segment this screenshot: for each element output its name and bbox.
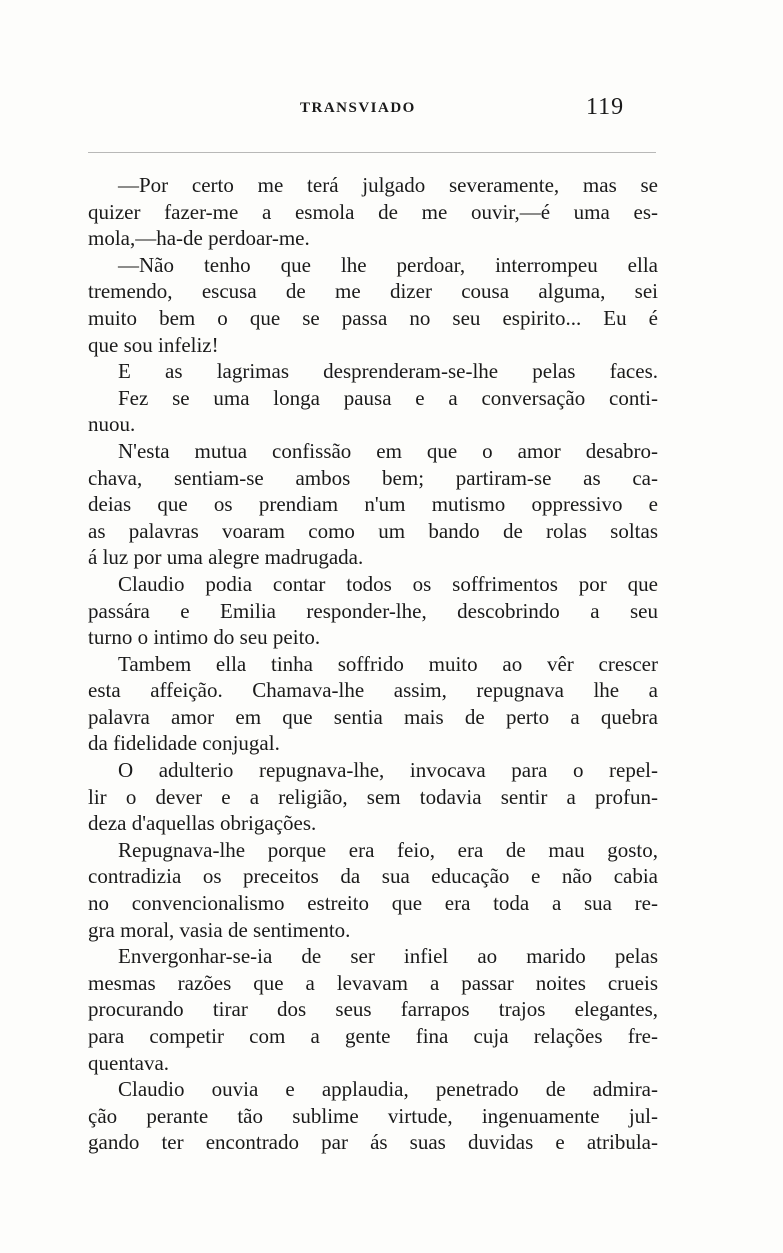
text-line: á luz por uma alegre madrugada. [88, 545, 364, 570]
text-line: para competir com a gente fina cuja relações fre- [88, 1024, 658, 1048]
text-line: nuou. [88, 412, 136, 437]
text-line: turno o intimo do seu peito. [88, 625, 321, 650]
text-line: ção perante tão sublime virtude, ingenuamente jul- [88, 1103, 658, 1128]
text-line: gra moral, vasia de sentimento. [88, 917, 351, 942]
text-line: tremendo, escusa de me dizer cousa alguma, sei [88, 279, 658, 304]
text-line: —Não tenho que lhe perdoar, interrompeu ella [118, 252, 658, 277]
text-line: mesmas razões que a levavam a passar noites crueis [88, 970, 658, 995]
text-line: da fidelidade conjugal. [88, 731, 280, 756]
text-line: mola,—ha-de perdoar-me. [88, 226, 310, 251]
text-line: Claudio podia contar todos os soffrimentos por que [118, 571, 658, 596]
text-line: Tambem ella tinha soffrido muito ao vêr crescer [118, 651, 658, 676]
text-line: que sou infeliz! [88, 332, 219, 357]
text-line: —Por certo me terá julgado severamente, mas se [118, 173, 658, 197]
text-line: muito bem o que se passa no seu espirito... Eu é [88, 305, 658, 330]
text-line: E as lagrimas desprenderam-se-lhe pelas faces. [118, 359, 658, 384]
text-line: contradizia os preceitos da sua educação e não cabia [88, 864, 658, 889]
text-line: quizer fazer-me a esmola de me ouvir,—é uma es- [88, 199, 658, 224]
text-line: passára e Emilia responder-lhe, descobrindo a seu [88, 598, 658, 623]
page-number: 119 [586, 94, 625, 120]
text-line: O adulterio repugnava-lhe, invocava para o repel- [118, 758, 658, 783]
text-line: Repugnava-lhe porque era feio, era de mau gosto, [118, 837, 658, 862]
text-line: deias que os prendiam n'um mutismo oppressivo e [88, 492, 658, 517]
text-line: procurando tirar dos seus farrapos trajos elegantes, [88, 997, 658, 1022]
text-line: quentava. [88, 1050, 170, 1075]
text-line: Fez se uma longa pausa e a conversação conti- [118, 385, 658, 410]
text-line: palavra amor em que sentia mais de perto a quebra [88, 704, 658, 729]
running-header [0, 96, 783, 126]
text-line: lir o dever e a religião, sem todavia sentir a profun- [88, 784, 658, 809]
text-line: deza d'aquellas obrigações. [88, 811, 317, 836]
text-line: as palavras voaram como um bando de rolas soltas [88, 518, 658, 543]
text-line: chava, sentiam-se ambos bem; partiram-se as ca- [88, 465, 658, 490]
text-line: Envergonhar-se-ia de ser infiel ao marido pelas [118, 944, 658, 969]
text-line: Claudio ouvia e applaudia, penetrado de admira- [118, 1077, 658, 1102]
text-line: gando ter encontrado par ás suas duvidas e atribula- [88, 1130, 658, 1155]
text-line: esta affeição. Chamava-lhe assim, repugnava lhe a [88, 678, 658, 703]
body-text [88, 172, 658, 1156]
running-title: TRANSVIADO [300, 100, 416, 116]
text-line: N'esta mutua confissão em que o amor desabro- [118, 438, 658, 463]
header-rule [88, 152, 656, 153]
text-line: no convencionalismo estreito que era toda a sua re- [88, 891, 658, 916]
